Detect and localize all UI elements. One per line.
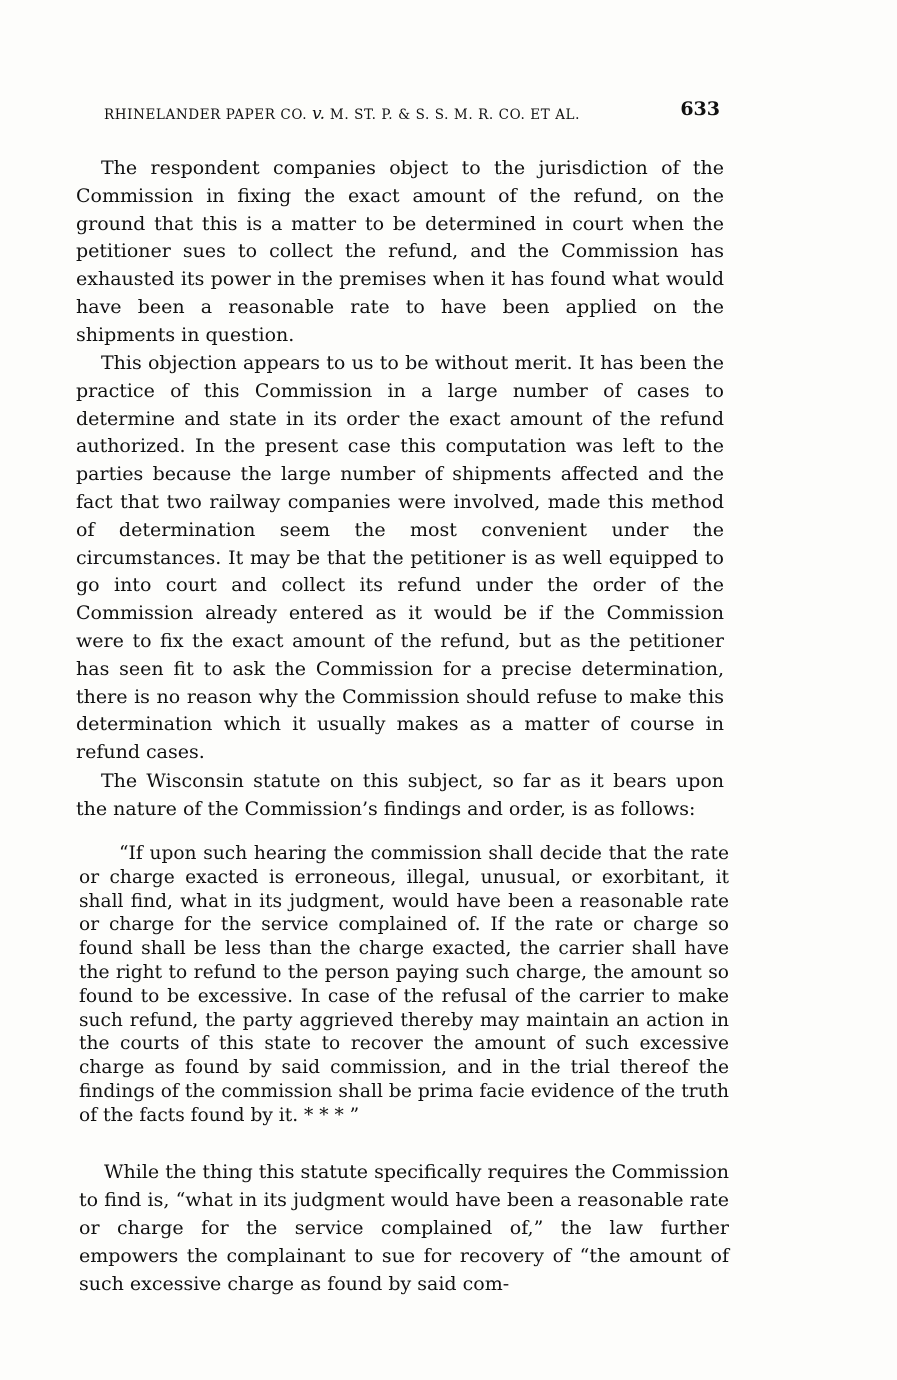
paragraph-text: The Wisconsin statute on this subject, so far as it bears upon the nature of the Commission’s findings and order, is as follows: [76,770,724,820]
running-title-versus: v. [312,104,325,124]
quote-text: “If upon such hearing the commission shall decide that the rate or charge exacted is erroneous, illegal, unusual, or exorbitant, it shall find, what in its judgment, would have been a reasonable rate or charge for the service complained of. If the rate or charge so found shall be less than the charge exacted, the carrier shall have the right to refund to the person paying such charge, the amount so found to be excessive. In case of the refusal of the carrier to make such refund, the party aggrieved thereby may maintain an action in the courts of this state to recover the amount of such excessive charge as found by said commission, and in the trial thereof the findings of the commission shall be prima facie evidence of the truth of the facts found by it. * * * ” [79,843,729,1126]
statute-block-quote [79,842,729,1128]
paragraph-text: The respondent companies object to the jurisdiction of the Commission in fixing the exact amount of the refund, on the ground that this is a matter to be determined in court when the petitioner sues to collect the refund, and the Commission has exhausted its power in the premises when it has found what would have been a reasonable rate to have been applied on the shipments in question. [76,157,724,346]
paragraph-text: This objection appears to us to be without merit. It has been the practice of this Commission in a large number of cases to determine and state in its order the exact amount of the refund authorized. In the present case this computation was left to the parties because the large number of shipments affected and the fact that two railway companies were involved, made this method of determination seem the most convenient under the circumstances. It may be that the petitioner is as well equipped to go into court and collect its refund under the order of the Commission already entered as it would be if the Commission were to fix the exact amount of the refund, but as the petitioner has seen fit to ask the Commission for a precise determination, there is no reason why the Commission should refuse to make this determination which it usually makes as a matter of course in refund cases. [76,352,724,764]
paragraph-statute-analysis [79,1158,729,1298]
running-title [104,104,580,124]
paragraph-text: While the thing this statute specifically requires the Commission to find is, “what in its judgment would have been a reasonable rate or charge for the service complained of,” the law further empowers the complainant to sue for recovery of “the amount of such excessive charge as found by said com- [79,1161,729,1295]
paragraph-statute-intro [76,768,724,824]
paragraph-objection-without-merit [76,350,724,767]
paragraph-jurisdiction-objection [76,155,724,350]
page-number: 633 [680,98,720,120]
running-title-case-name: RHINELANDER PAPER CO. [104,107,308,123]
running-header [104,98,720,128]
running-title-respondents: M. ST. P. & S. S. M. R. CO. ET AL. [329,107,580,123]
